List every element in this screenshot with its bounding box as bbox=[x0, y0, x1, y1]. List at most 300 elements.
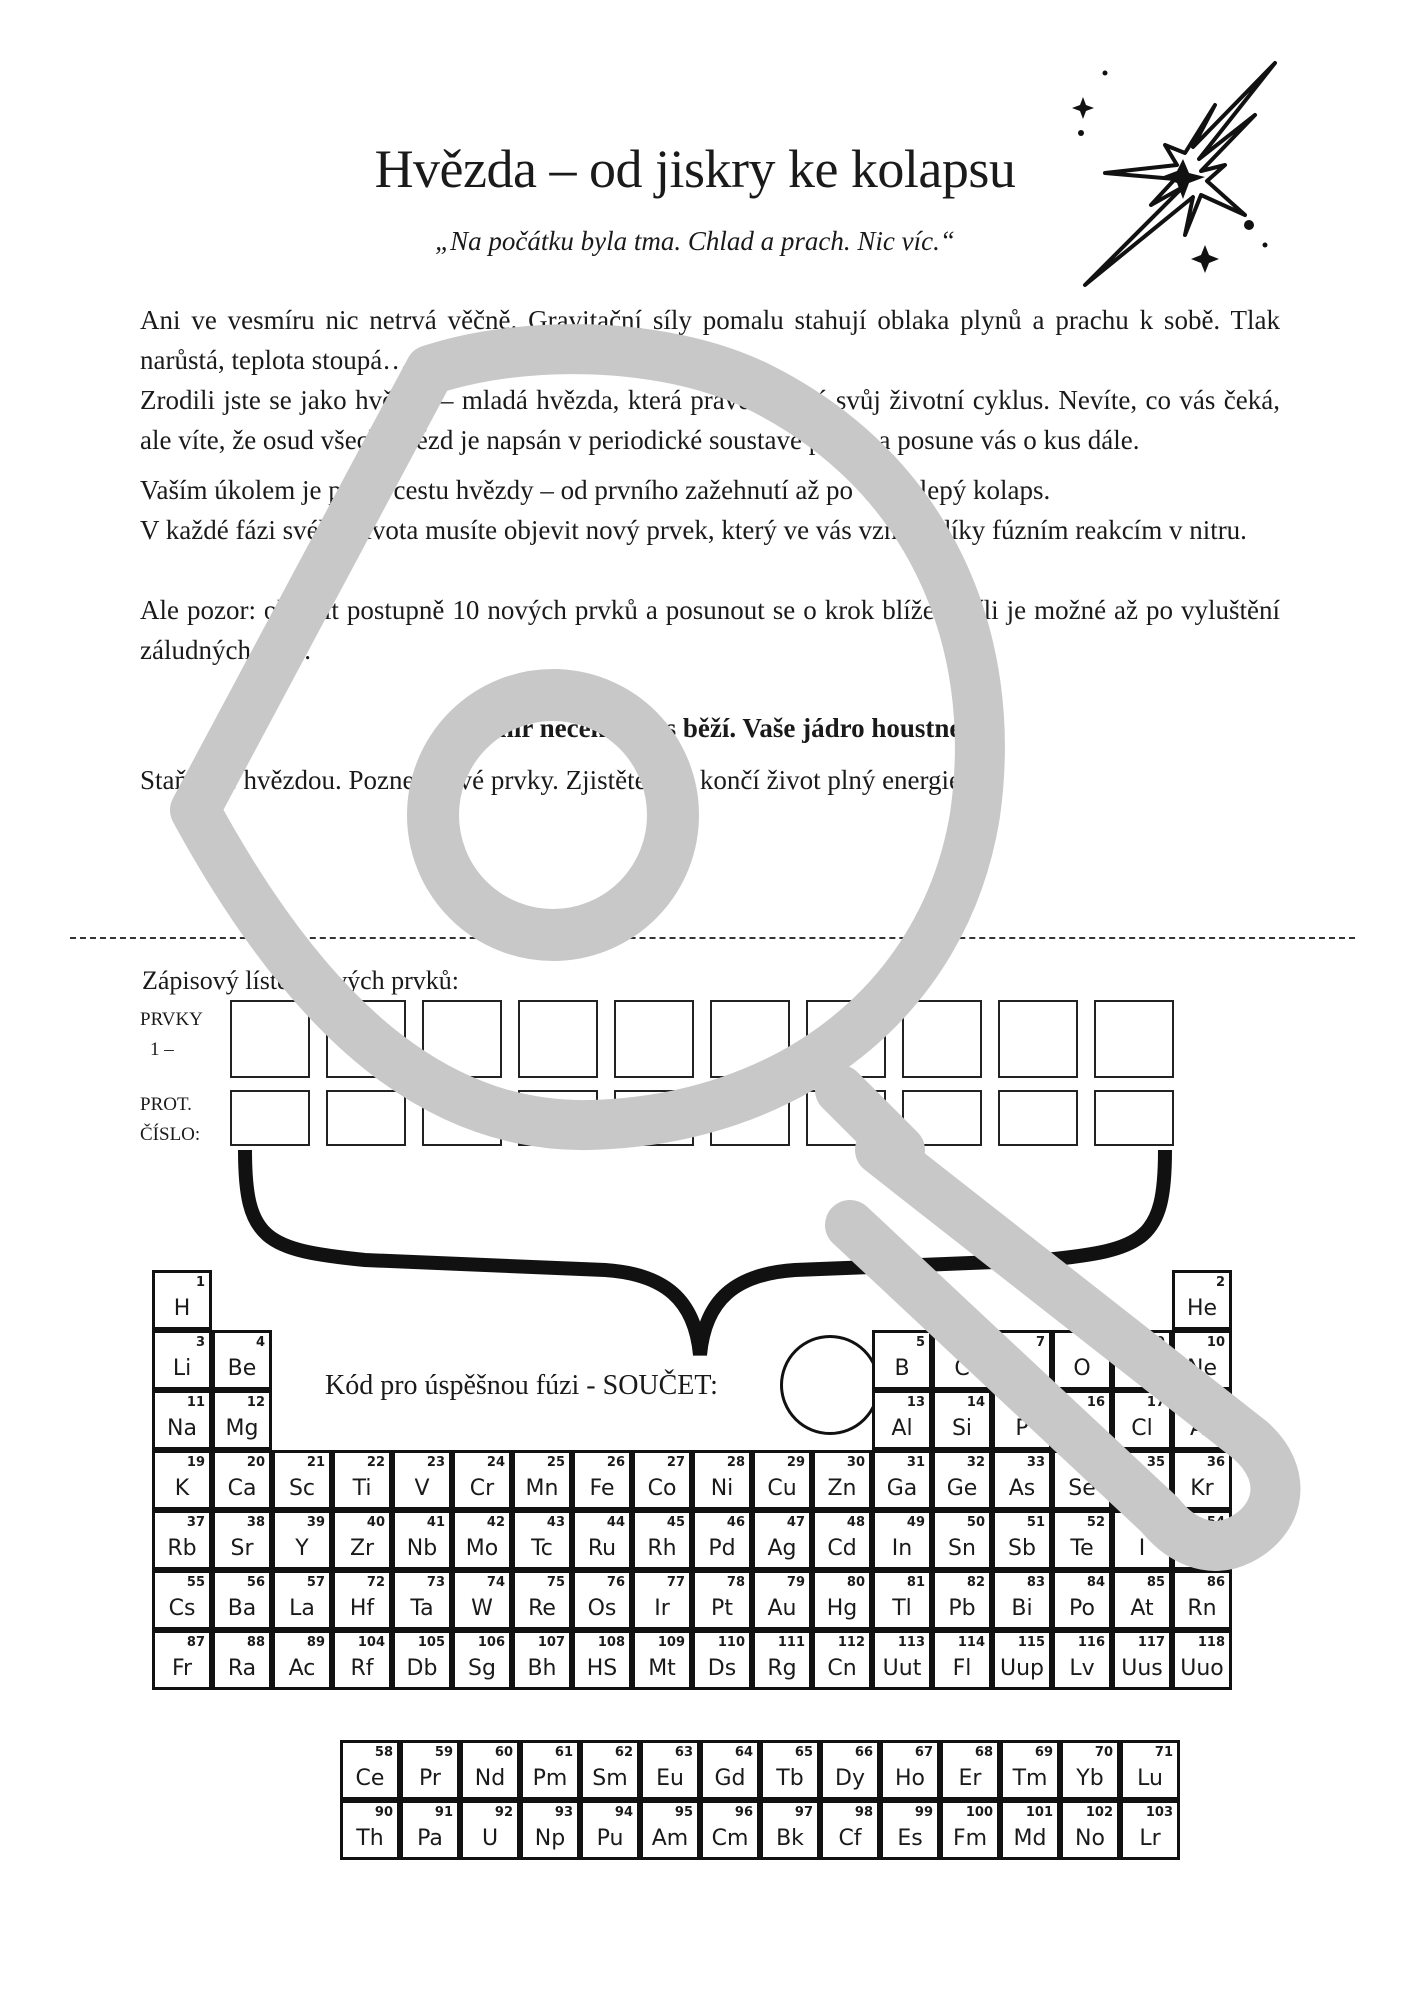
element-cell bbox=[872, 1570, 932, 1630]
atomic-number: 77 bbox=[666, 1575, 685, 1590]
element-symbol: B bbox=[894, 1356, 910, 1381]
atomic-number: 58 bbox=[374, 1745, 393, 1760]
element-cell bbox=[992, 1630, 1052, 1690]
element-cell bbox=[340, 1740, 400, 1800]
element-symbol: Rg bbox=[767, 1656, 797, 1681]
element-symbol: Er bbox=[958, 1766, 982, 1791]
element-cell bbox=[1172, 1390, 1232, 1450]
atomic-number: 113 bbox=[897, 1635, 925, 1650]
atomic-number: 51 bbox=[1026, 1515, 1045, 1530]
atomic-number: 10 bbox=[1206, 1335, 1225, 1350]
element-symbol: K bbox=[174, 1476, 190, 1501]
atomic-number: 28 bbox=[726, 1455, 745, 1470]
element-cell bbox=[272, 1450, 332, 1510]
atomic-number: 92 bbox=[494, 1805, 513, 1820]
atomic-number: 26 bbox=[606, 1455, 625, 1470]
element-symbol: Ac bbox=[288, 1656, 316, 1681]
atomic-number: 37 bbox=[186, 1515, 205, 1530]
element-cell bbox=[640, 1740, 700, 1800]
element-cell bbox=[400, 1800, 460, 1860]
atomic-number: 6 bbox=[975, 1335, 985, 1350]
atomic-number: 111 bbox=[777, 1635, 805, 1650]
element-symbol: Ra bbox=[227, 1656, 257, 1681]
atomic-number: 75 bbox=[546, 1575, 565, 1590]
element-box[interactable] bbox=[1094, 1000, 1174, 1078]
element-symbol: Uup bbox=[999, 1656, 1044, 1681]
proton-box[interactable] bbox=[998, 1090, 1078, 1146]
proton-number-boxes bbox=[230, 1090, 1174, 1146]
proton-box[interactable] bbox=[230, 1090, 310, 1146]
atomic-number: 84 bbox=[1086, 1575, 1105, 1590]
element-cell bbox=[1052, 1570, 1112, 1630]
element-symbol: Cm bbox=[711, 1826, 749, 1851]
element-cell bbox=[512, 1570, 572, 1630]
proton-box[interactable] bbox=[806, 1090, 886, 1146]
element-cell bbox=[512, 1510, 572, 1570]
element-cell bbox=[1120, 1740, 1180, 1800]
element-symbol: Nb bbox=[406, 1536, 438, 1561]
atomic-number: 9 bbox=[1155, 1335, 1165, 1350]
atomic-number: 65 bbox=[794, 1745, 813, 1760]
element-cell bbox=[932, 1630, 992, 1690]
element-symbol: HS bbox=[586, 1656, 618, 1681]
element-cell bbox=[580, 1800, 640, 1860]
element-cell bbox=[272, 1630, 332, 1690]
element-cell bbox=[212, 1330, 272, 1390]
element-symbol: F bbox=[1135, 1356, 1149, 1381]
atomic-number: 56 bbox=[246, 1575, 265, 1590]
atomic-number: 54 bbox=[1206, 1515, 1225, 1530]
element-symbol: La bbox=[289, 1596, 315, 1621]
atomic-number: 19 bbox=[186, 1455, 205, 1470]
element-box[interactable] bbox=[806, 1000, 886, 1078]
element-symbol: Yb bbox=[1076, 1766, 1104, 1791]
element-cell bbox=[460, 1800, 520, 1860]
element-cell bbox=[212, 1450, 272, 1510]
element-cell bbox=[452, 1510, 512, 1570]
element-box[interactable] bbox=[710, 1000, 790, 1078]
atomic-number: 72 bbox=[366, 1575, 385, 1590]
element-cell bbox=[880, 1740, 940, 1800]
element-symbol: Ag bbox=[767, 1536, 797, 1561]
element-cell bbox=[1060, 1740, 1120, 1800]
elements-row-label: PRVKY 1 – bbox=[140, 1009, 203, 1060]
atomic-number: 20 bbox=[246, 1455, 265, 1470]
atomic-number: 30 bbox=[846, 1455, 865, 1470]
element-symbol: Cu bbox=[767, 1476, 797, 1501]
element-symbol: Pu bbox=[596, 1826, 624, 1851]
fusion-code-label: Kód pro úspěšnou fúzi - SOUČET: bbox=[325, 1370, 718, 1401]
atomic-number: 38 bbox=[246, 1515, 265, 1530]
atomic-number: 61 bbox=[554, 1745, 573, 1760]
atomic-number: 66 bbox=[854, 1745, 873, 1760]
element-cell bbox=[880, 1800, 940, 1860]
atomic-number: 5 bbox=[915, 1335, 925, 1350]
element-cell bbox=[572, 1570, 632, 1630]
element-cell bbox=[700, 1800, 760, 1860]
element-cell bbox=[452, 1450, 512, 1510]
element-cell bbox=[1052, 1510, 1112, 1570]
atomic-number: 94 bbox=[614, 1805, 633, 1820]
intro-closing: Staňte se hvězdou. Poznejte své prvky. Zjistěte, jak končí život plný energie. bbox=[140, 765, 968, 795]
atomic-number: 87 bbox=[186, 1635, 205, 1650]
element-symbol: Np bbox=[534, 1826, 566, 1851]
element-symbol: Fl bbox=[952, 1656, 972, 1681]
element-symbol: Sn bbox=[948, 1536, 976, 1561]
element-cell bbox=[992, 1390, 1052, 1450]
element-symbol: Sr bbox=[230, 1536, 254, 1561]
element-cell bbox=[152, 1570, 212, 1630]
element-cell bbox=[1052, 1450, 1112, 1510]
element-symbol: Bh bbox=[527, 1656, 557, 1681]
atomic-number: 68 bbox=[974, 1745, 993, 1760]
atomic-number: 57 bbox=[306, 1575, 325, 1590]
atomic-number: 85 bbox=[1146, 1575, 1165, 1590]
element-cell bbox=[1172, 1510, 1232, 1570]
element-cell bbox=[272, 1510, 332, 1570]
atomic-number: 16 bbox=[1086, 1395, 1105, 1410]
atomic-number: 108 bbox=[597, 1635, 625, 1650]
element-symbol: Te bbox=[1070, 1536, 1094, 1561]
element-symbol: Sm bbox=[592, 1766, 628, 1791]
fusion-sum-field[interactable] bbox=[780, 1335, 880, 1435]
element-symbol: Rn bbox=[1187, 1596, 1217, 1621]
element-symbol: As bbox=[1008, 1476, 1036, 1501]
atomic-number: 71 bbox=[1154, 1745, 1173, 1760]
atomic-number: 50 bbox=[966, 1515, 985, 1530]
element-symbol: Mo bbox=[465, 1536, 499, 1561]
element-cell bbox=[812, 1630, 872, 1690]
element-symbol: S bbox=[1075, 1416, 1089, 1441]
element-cell bbox=[700, 1740, 760, 1800]
element-symbol: Pt bbox=[711, 1596, 733, 1621]
element-box[interactable] bbox=[518, 1000, 598, 1078]
atomic-number: 101 bbox=[1025, 1805, 1053, 1820]
element-symbol: Rf bbox=[350, 1656, 374, 1681]
atomic-number: 11 bbox=[186, 1395, 205, 1410]
element-box[interactable] bbox=[422, 1000, 502, 1078]
element-symbol: Si bbox=[951, 1416, 973, 1441]
proton-box[interactable] bbox=[1094, 1090, 1174, 1146]
element-cell bbox=[212, 1390, 272, 1450]
element-cell bbox=[640, 1800, 700, 1860]
intro-paragraph-5: Ale pozor: objevit postupně 10 nových prvků a posunout se o krok blíže k cíli je možné až po vyluštění záludných šifer. bbox=[140, 595, 1280, 665]
element-symbol: Dy bbox=[835, 1766, 865, 1791]
element-box[interactable] bbox=[998, 1000, 1078, 1078]
element-symbol: Fm bbox=[952, 1826, 988, 1851]
element-cell bbox=[752, 1510, 812, 1570]
proton-box[interactable] bbox=[422, 1090, 502, 1146]
element-cell bbox=[572, 1510, 632, 1570]
element-cell bbox=[1172, 1570, 1232, 1630]
element-symbol: Be bbox=[227, 1356, 257, 1381]
element-symbol: Th bbox=[356, 1826, 384, 1851]
element-cell bbox=[272, 1570, 332, 1630]
element-cell bbox=[1112, 1450, 1172, 1510]
element-symbol: Po bbox=[1069, 1596, 1095, 1621]
element-symbol: Pd bbox=[708, 1536, 736, 1561]
atomic-number: 8 bbox=[1095, 1335, 1105, 1350]
curly-brace bbox=[225, 1150, 1185, 1360]
atomic-number: 99 bbox=[914, 1805, 933, 1820]
atomic-number: 1 bbox=[195, 1275, 205, 1290]
element-symbol: Pm bbox=[532, 1766, 568, 1791]
element-cell bbox=[1172, 1270, 1232, 1330]
element-cell bbox=[1052, 1630, 1112, 1690]
subtitle-quote: „Na počátku byla tma. Chlad a prach. Nic víc.“ bbox=[435, 226, 955, 256]
element-cell bbox=[1112, 1630, 1172, 1690]
element-symbol: Al bbox=[891, 1416, 913, 1441]
atomic-number: 7 bbox=[1035, 1335, 1045, 1350]
element-symbol: V bbox=[414, 1476, 430, 1501]
element-cell bbox=[152, 1270, 212, 1330]
page-title: Hvězda – od jiskry ke kolapsu bbox=[374, 139, 1016, 199]
element-symbol: Pa bbox=[417, 1826, 443, 1851]
element-symbol: Ca bbox=[227, 1476, 257, 1501]
element-cell bbox=[632, 1510, 692, 1570]
element-cell bbox=[752, 1450, 812, 1510]
element-cell bbox=[932, 1570, 992, 1630]
element-cell bbox=[152, 1330, 212, 1390]
element-cell bbox=[392, 1570, 452, 1630]
element-symbol: Li bbox=[172, 1356, 192, 1381]
element-symbol: Tb bbox=[776, 1766, 804, 1791]
element-cell bbox=[212, 1570, 272, 1630]
element-symbol: Pr bbox=[419, 1766, 441, 1791]
element-symbol: W bbox=[471, 1596, 493, 1621]
element-cell bbox=[632, 1450, 692, 1510]
element-cell bbox=[332, 1630, 392, 1690]
element-cell bbox=[752, 1570, 812, 1630]
element-cell bbox=[992, 1450, 1052, 1510]
element-symbol: Os bbox=[587, 1596, 617, 1621]
element-cell bbox=[992, 1510, 1052, 1570]
element-cell bbox=[760, 1800, 820, 1860]
element-symbol: Na bbox=[167, 1416, 197, 1441]
atomic-number: 81 bbox=[906, 1575, 925, 1590]
element-symbol: Ta bbox=[410, 1596, 434, 1621]
element-cell bbox=[520, 1740, 580, 1800]
cut-line bbox=[70, 937, 1355, 939]
element-symbol: Co bbox=[647, 1476, 677, 1501]
atomic-number: 44 bbox=[606, 1515, 625, 1530]
atomic-number: 74 bbox=[486, 1575, 505, 1590]
atomic-number: 40 bbox=[366, 1515, 385, 1530]
element-symbol: Cd bbox=[827, 1536, 857, 1561]
atomic-number: 25 bbox=[546, 1455, 565, 1470]
element-symbol: Ba bbox=[227, 1596, 257, 1621]
element-symbol: Es bbox=[897, 1826, 923, 1851]
atomic-number: 23 bbox=[426, 1455, 445, 1470]
atomic-number: 117 bbox=[1137, 1635, 1165, 1650]
atomic-number: 47 bbox=[786, 1515, 805, 1530]
element-cell bbox=[332, 1570, 392, 1630]
element-cell bbox=[1000, 1740, 1060, 1800]
atomic-number: 100 bbox=[965, 1805, 993, 1820]
proton-box[interactable] bbox=[710, 1090, 790, 1146]
atomic-number: 98 bbox=[854, 1805, 873, 1820]
atomic-number: 45 bbox=[666, 1515, 685, 1530]
intro-text bbox=[140, 300, 1280, 800]
intro-paragraph-2: Zrodili jste se jako hvězda – mladá hvězda, která právě začíná svůj životní cyklus. Nevíte, co vás čeká, ale víte, že osud všech hvězd je napsán v periodické soustavě prvků a posune vás o kus dále. bbox=[140, 385, 1280, 455]
element-cell bbox=[632, 1570, 692, 1630]
element-cell bbox=[1112, 1570, 1172, 1630]
element-symbol: Mt bbox=[648, 1656, 676, 1681]
proton-box[interactable] bbox=[614, 1090, 694, 1146]
element-cell bbox=[872, 1390, 932, 1450]
element-symbol: Am bbox=[651, 1826, 689, 1851]
atomic-number: 39 bbox=[306, 1515, 325, 1530]
element-symbol: Ne bbox=[1187, 1356, 1217, 1381]
atomic-number: 46 bbox=[726, 1515, 745, 1530]
atomic-number: 80 bbox=[846, 1575, 865, 1590]
atomic-number: 78 bbox=[726, 1575, 745, 1590]
element-box[interactable] bbox=[230, 1000, 310, 1078]
atomic-number: 104 bbox=[357, 1635, 385, 1650]
atomic-number: 12 bbox=[246, 1395, 265, 1410]
element-symbol: Ge bbox=[946, 1476, 978, 1501]
element-symbol: Bi bbox=[1011, 1596, 1033, 1621]
atomic-number: 83 bbox=[1026, 1575, 1045, 1590]
element-symbol: In bbox=[891, 1536, 913, 1561]
element-cell bbox=[872, 1630, 932, 1690]
element-symbol: Ru bbox=[587, 1536, 617, 1561]
element-cell bbox=[820, 1800, 880, 1860]
atomic-number: 116 bbox=[1077, 1635, 1105, 1650]
proton-row-label: PROT. ČÍSLO: bbox=[140, 1094, 201, 1145]
element-symbol: Tc bbox=[531, 1536, 553, 1561]
element-answer-boxes bbox=[230, 1000, 1174, 1078]
element-box[interactable] bbox=[326, 1000, 406, 1078]
element-symbol: Bk bbox=[776, 1826, 804, 1851]
element-symbol: Br bbox=[1129, 1476, 1155, 1501]
element-cell bbox=[212, 1630, 272, 1690]
atomic-number: 62 bbox=[614, 1745, 633, 1760]
atomic-number: 41 bbox=[426, 1515, 445, 1530]
atomic-number: 14 bbox=[966, 1395, 985, 1410]
atomic-number: 3 bbox=[195, 1335, 205, 1350]
element-symbol: Gd bbox=[714, 1766, 746, 1791]
element-symbol: Xe bbox=[1188, 1536, 1216, 1561]
atomic-number: 118 bbox=[1197, 1635, 1225, 1650]
element-symbol: Uus bbox=[1121, 1656, 1163, 1681]
element-symbol: Ga bbox=[886, 1476, 918, 1501]
element-symbol: Au bbox=[767, 1596, 797, 1621]
element-cell bbox=[820, 1740, 880, 1800]
element-symbol: Tm bbox=[1012, 1766, 1048, 1791]
element-symbol: O bbox=[1073, 1356, 1091, 1381]
element-cell bbox=[932, 1330, 992, 1390]
element-cell bbox=[452, 1630, 512, 1690]
atomic-number: 106 bbox=[477, 1635, 505, 1650]
atomic-number: 79 bbox=[786, 1575, 805, 1590]
atomic-number: 59 bbox=[434, 1745, 453, 1760]
element-cell bbox=[580, 1740, 640, 1800]
element-cell bbox=[1120, 1800, 1180, 1860]
atomic-number: 93 bbox=[554, 1805, 573, 1820]
atomic-number: 67 bbox=[914, 1745, 933, 1760]
atomic-number: 43 bbox=[546, 1515, 565, 1530]
atomic-number: 22 bbox=[366, 1455, 385, 1470]
atomic-number: 32 bbox=[966, 1455, 985, 1470]
element-box[interactable] bbox=[902, 1000, 982, 1078]
element-symbol: Hf bbox=[349, 1596, 375, 1621]
element-symbol: Lv bbox=[1069, 1656, 1095, 1681]
element-symbol: Lr bbox=[1139, 1826, 1161, 1851]
element-cell bbox=[152, 1510, 212, 1570]
atomic-number: 88 bbox=[246, 1635, 265, 1650]
atomic-number: 109 bbox=[657, 1635, 685, 1650]
atomic-number: 89 bbox=[306, 1635, 325, 1650]
element-symbol: Db bbox=[406, 1656, 438, 1681]
atomic-number: 70 bbox=[1094, 1745, 1113, 1760]
element-symbol: Sg bbox=[468, 1656, 496, 1681]
element-symbol: Ce bbox=[355, 1766, 385, 1791]
atomic-number: 52 bbox=[1086, 1515, 1105, 1530]
element-symbol: Se bbox=[1068, 1476, 1096, 1501]
element-cell bbox=[392, 1450, 452, 1510]
element-symbol: Cs bbox=[168, 1596, 196, 1621]
element-cell bbox=[392, 1510, 452, 1570]
element-symbol: Rh bbox=[647, 1536, 677, 1561]
element-cell bbox=[1112, 1390, 1172, 1450]
element-symbol: Lu bbox=[1137, 1766, 1163, 1791]
element-cell bbox=[572, 1630, 632, 1690]
element-cell bbox=[520, 1800, 580, 1860]
element-cell bbox=[512, 1450, 572, 1510]
element-symbol: Mg bbox=[225, 1416, 259, 1441]
atomic-number: 42 bbox=[486, 1515, 505, 1530]
atomic-number: 97 bbox=[794, 1805, 813, 1820]
element-cell bbox=[872, 1450, 932, 1510]
atomic-number: 27 bbox=[666, 1455, 685, 1470]
answer-sheet-label: Zápisový lístek nových prvků: bbox=[142, 966, 460, 995]
atomic-number: 2 bbox=[1215, 1275, 1225, 1290]
proton-box[interactable] bbox=[518, 1090, 598, 1146]
element-symbol: N bbox=[1013, 1356, 1031, 1381]
element-symbol: Ir bbox=[654, 1596, 670, 1621]
element-box[interactable] bbox=[614, 1000, 694, 1078]
element-symbol: C bbox=[954, 1356, 970, 1381]
atomic-number: 96 bbox=[734, 1805, 753, 1820]
atomic-number: 105 bbox=[417, 1635, 445, 1650]
element-cell bbox=[1052, 1390, 1112, 1450]
element-symbol: Hg bbox=[826, 1596, 858, 1621]
atomic-number: 107 bbox=[537, 1635, 565, 1650]
proton-box[interactable] bbox=[326, 1090, 406, 1146]
element-cell bbox=[572, 1450, 632, 1510]
proton-box[interactable] bbox=[902, 1090, 982, 1146]
element-cell bbox=[932, 1510, 992, 1570]
element-symbol: Ho bbox=[894, 1766, 925, 1791]
element-cell bbox=[1172, 1450, 1232, 1510]
atomic-number: 13 bbox=[906, 1395, 925, 1410]
element-symbol: Nd bbox=[474, 1766, 506, 1791]
element-symbol: Ni bbox=[710, 1476, 734, 1501]
atomic-number: 60 bbox=[494, 1745, 513, 1760]
element-symbol: Kr bbox=[1190, 1476, 1214, 1501]
element-symbol: Fe bbox=[589, 1476, 615, 1501]
element-symbol: P bbox=[1015, 1416, 1029, 1441]
atomic-number: 82 bbox=[966, 1575, 985, 1590]
element-symbol: At bbox=[1130, 1596, 1154, 1621]
atomic-number: 110 bbox=[717, 1635, 745, 1650]
atomic-number: 95 bbox=[674, 1805, 693, 1820]
element-cell bbox=[992, 1570, 1052, 1630]
element-symbol: Sc bbox=[288, 1476, 316, 1501]
element-symbol: Ti bbox=[352, 1476, 372, 1501]
atomic-number: 31 bbox=[906, 1455, 925, 1470]
